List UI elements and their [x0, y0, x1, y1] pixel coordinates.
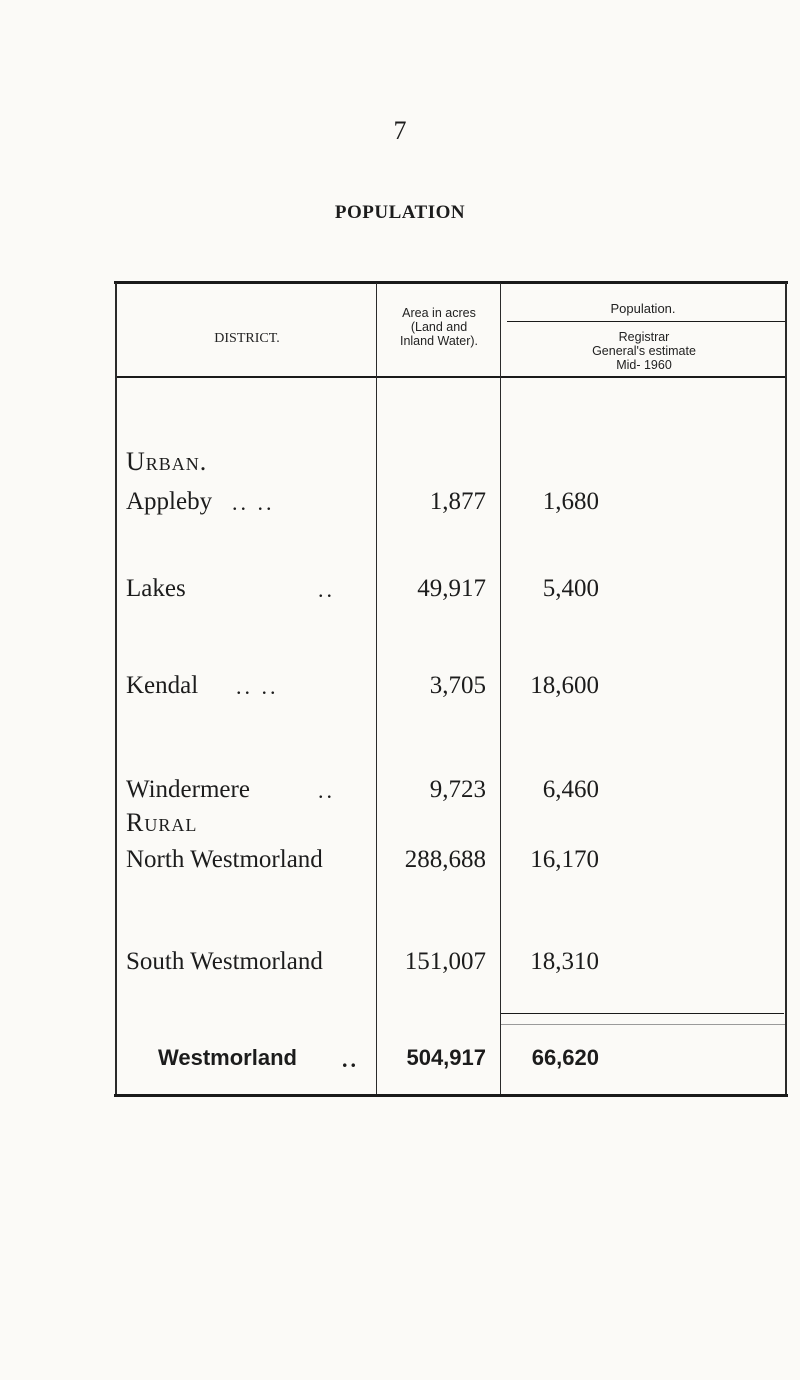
total-district-name: Westmorland [158, 1045, 297, 1070]
area-value: 9,723 [429, 776, 486, 803]
district-name: Kendal [126, 672, 199, 699]
population-value: 6,460 [542, 776, 599, 803]
header-area [378, 306, 500, 348]
population-value: 18,600 [530, 672, 599, 699]
population-subheader-rule [507, 321, 786, 322]
population-value: 1,680 [542, 488, 599, 515]
district-name: Appleby [126, 488, 213, 515]
area-value: 1,877 [429, 488, 486, 515]
population-value: 16,170 [530, 846, 599, 873]
total-row [0, 1045, 800, 1079]
total-area-value: 504,917 [406, 1045, 486, 1070]
district-name: Windermere [126, 776, 250, 803]
population-value: 18,310 [530, 948, 599, 975]
header-area-line: Inland Water). [399, 334, 479, 348]
header-area-line: (Land and [410, 320, 468, 334]
section-label-urban: Urban. [126, 447, 208, 476]
district-name: North Westmorland [126, 846, 323, 873]
section-label-rural: Rural [126, 808, 198, 837]
header-bottom-rule [116, 376, 786, 378]
page-number: 7 [393, 116, 407, 145]
area-value: 49,917 [417, 575, 486, 602]
header-estimate-line: Mid- 1960 [616, 358, 672, 372]
leader-dots: .. [318, 778, 335, 803]
leader-dots: .. [318, 577, 335, 602]
table-row [0, 776, 800, 810]
total-top-rule [500, 1013, 784, 1014]
leader-dots: .. .. [236, 674, 279, 699]
total-top-rule [500, 1024, 786, 1025]
table-top-rule [114, 281, 788, 284]
leader-dots: .. [342, 1047, 359, 1072]
total-population-value: 66,620 [531, 1045, 599, 1070]
header-population: Population. [610, 301, 676, 316]
population-value: 5,400 [542, 575, 599, 602]
district-name: South Westmorland [126, 948, 323, 975]
area-value: 288,688 [404, 846, 486, 873]
header-estimate-line: Registrar [618, 330, 670, 344]
table-row [0, 948, 800, 982]
header-district: DISTRICT. [214, 331, 280, 346]
page-title: POPULATION [334, 202, 466, 223]
district-name: Lakes [126, 575, 186, 602]
table-row [0, 846, 800, 880]
table-row [0, 488, 800, 522]
table-bottom-rule [114, 1094, 788, 1097]
table-row [0, 672, 800, 706]
header-area-line: Area in acres [402, 306, 476, 320]
table-row [0, 575, 800, 609]
area-value: 151,007 [404, 948, 486, 975]
header-estimate [502, 330, 786, 372]
header-estimate-line: General's estimate [592, 344, 696, 358]
leader-dots: .. .. [232, 490, 275, 515]
area-value: 3,705 [429, 672, 486, 699]
